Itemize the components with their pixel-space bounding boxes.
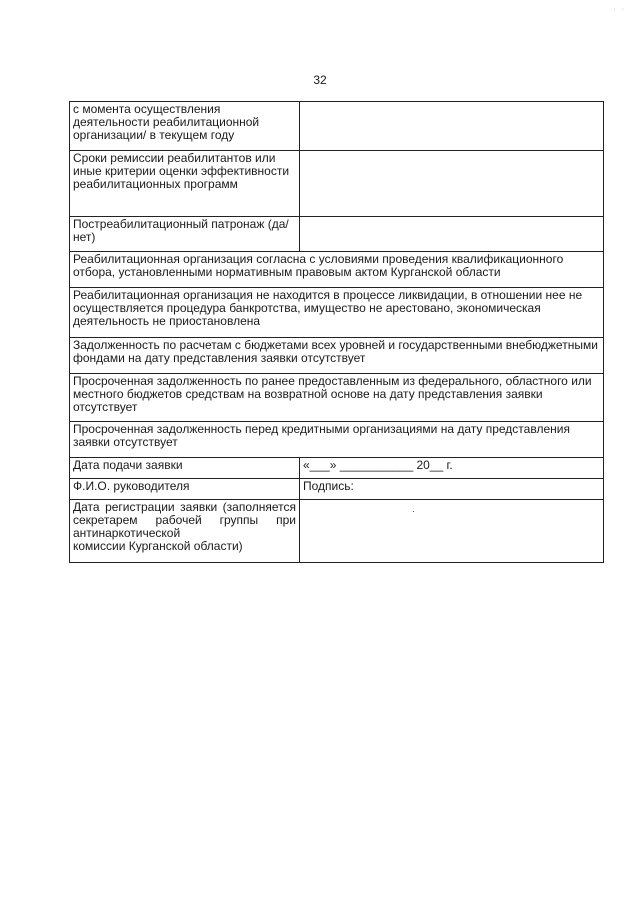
head-name-label: Ф.И.О. руководителя: [70, 479, 300, 500]
row-value-field[interactable]: [300, 102, 604, 151]
full-width-statement: Задолженность по расчетам с бюджетами всех уровней и государственными внебюджетными фондами на дату представления заявки отсутствует: [70, 338, 604, 374]
table-row: [70, 252, 604, 288]
table-row: [70, 288, 604, 338]
row-label: с момента осуществления деятельности реабилитационной организации/ в текущем году: [70, 102, 300, 151]
table-row: [70, 102, 604, 151]
table-row: [70, 458, 604, 479]
full-width-statement: Просроченная задолженность перед кредитными организациями на дату представления заявки отсутствует: [70, 422, 604, 458]
table-row: [70, 338, 604, 374]
registration-date-field[interactable]: [300, 500, 604, 563]
table-row: [70, 217, 604, 252]
table-row: [70, 151, 604, 217]
application-form-table: [69, 101, 604, 563]
table-row: [70, 374, 604, 422]
scan-dot: [413, 511, 414, 512]
row-label: Постреабилитационный патронаж (да/нет): [70, 217, 300, 252]
full-width-statement: Просроченная задолженность по ранее предоставленным из федерального, областного или местного бюджетов средствам на возвратной основе на дату представления заявки отсутствует: [70, 374, 604, 422]
submission-date-label: Дата подачи заявки: [70, 458, 300, 479]
registration-label-main: Дата регистрации заявки (заполняется секретарем рабочей группы при антинаркотической: [73, 500, 296, 540]
scan-mark: · ·: [613, 6, 626, 13]
table-row: [70, 500, 604, 563]
full-width-statement: Реабилитационная организация согласна с условиями проведения квалификационного отбора, установленными нормативным правовым актом Курганской области: [70, 252, 604, 288]
full-width-statement: Реабилитационная организация не находится в процессе ликвидации, в отношении нее не осуществляется процедура банкротства, имущество не арестовано, экономическая деятельность не приостановлена: [70, 288, 604, 338]
table-row: [70, 479, 604, 500]
table-row: [70, 422, 604, 458]
row-value-field[interactable]: [300, 217, 604, 252]
signature-field[interactable]: Подпись:: [300, 479, 604, 500]
row-value-field[interactable]: [300, 151, 604, 217]
registration-date-label: [70, 500, 300, 563]
page-number: 32: [313, 73, 327, 87]
submission-date-field[interactable]: «___» ___________ 20__ г.: [300, 458, 604, 479]
row-label: Сроки ремиссии реабилитантов или иные критерии оценки эффективности реабилитационных программ: [70, 151, 300, 217]
registration-label-last: комиссии Курганской области): [73, 539, 243, 553]
